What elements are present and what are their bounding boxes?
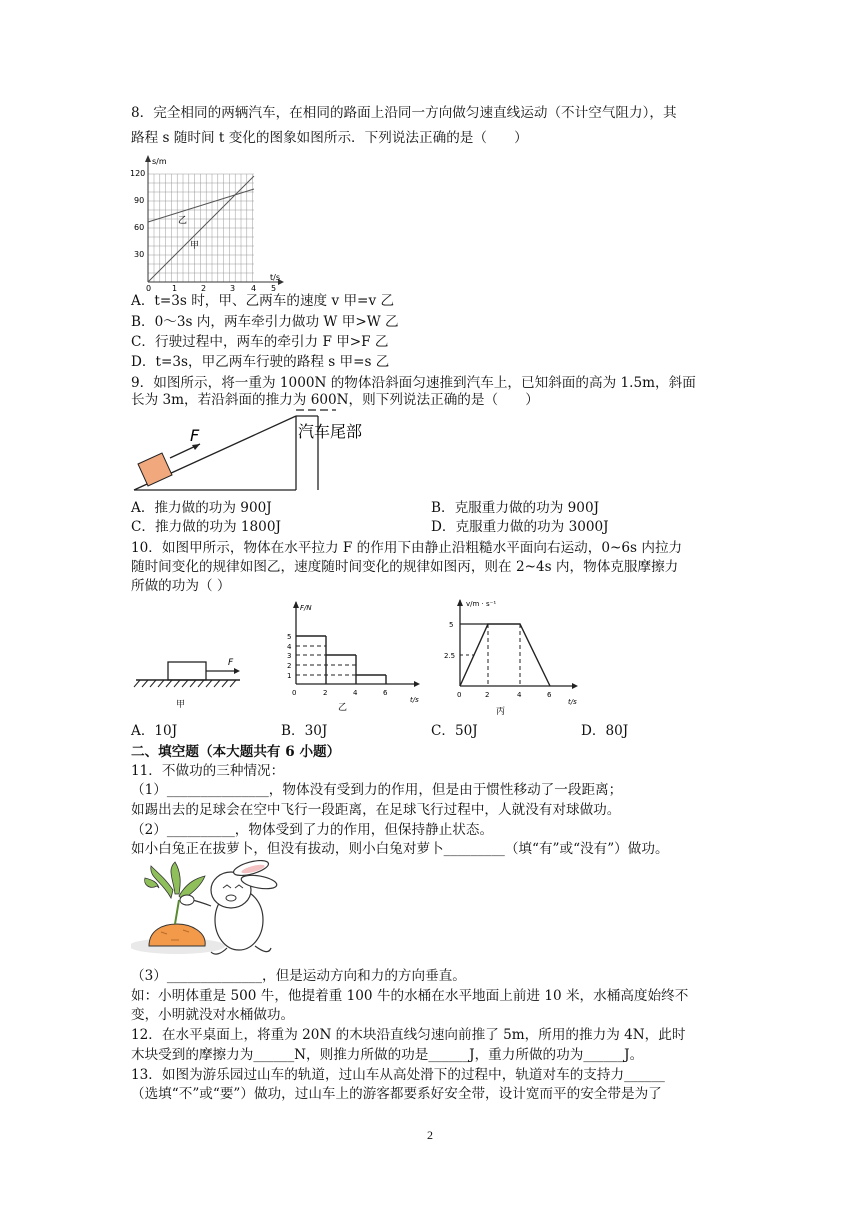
- q8-label-yi: 乙: [178, 216, 188, 226]
- q10-yi-ylabel: F/N: [300, 604, 312, 612]
- q9-car-label: 汽车尾部: [298, 422, 363, 441]
- q10-bing-ytick: 2.5: [444, 652, 456, 660]
- q11-part3-example-cont: 变，小明就没对水桶做功。: [131, 1007, 295, 1023]
- q10-yi-xtick: 0: [292, 689, 297, 697]
- q11-part3: （3）______________，但是运动方向和力的方向垂直。: [131, 968, 466, 984]
- q10-bing-xtick: 6: [547, 691, 552, 699]
- q11-part2: （2）__________，物体受到了力的作用，但保持静止状态。: [131, 822, 494, 838]
- q8-ytick: 120: [130, 169, 146, 178]
- q10-yi-ytick: 3: [287, 652, 292, 660]
- q11-part3-example: 如：小明体重是 500 牛，他提着重 100 牛的水桶在水平地面上前进 10 米，水桶高度始终不: [131, 988, 689, 1004]
- q8-distance-time-graph: [128, 152, 288, 292]
- q8-xtick: 5: [271, 284, 277, 292]
- q10-yi-xtick: 6: [383, 689, 388, 697]
- q9-option-b: B．克服重力做的功为 900J: [431, 500, 600, 516]
- q11-part2-example: 如小白兔正在拔萝卜，但没有拔动，则小白兔对萝卜_________（填“有”或“没有”）做功。: [131, 841, 669, 857]
- q8-xtick: 4: [251, 284, 257, 292]
- q8-option-d: D．t=3s，甲乙两车行驶的路程 s 甲=s 乙: [131, 354, 390, 370]
- q10-bing-caption: 丙: [496, 707, 506, 717]
- q11-title: 11．不做功的三种情况：: [131, 763, 285, 779]
- q10-line1: 10．如图甲所示，物体在水平拉力 F 的作用下由静止沿粗糙水平面向右运动，0~6s 内拉力: [131, 540, 683, 556]
- q11-part1: （1）_______________，物体没有受到力的作用，但是由于惯性移动了一段距离；: [131, 782, 623, 798]
- q9-incline-figure: [128, 408, 388, 493]
- q9-option-a: A．推力做的功为 900J: [131, 500, 272, 516]
- q8-line2: 路程 s 随时间 t 变化的图象如图所示．下列说法正确的是（ ）: [131, 130, 528, 146]
- q10-bing-xtick: 4: [517, 691, 522, 699]
- q10-fig-jia: [130, 640, 250, 715]
- q10-jia-caption: 甲: [176, 700, 186, 710]
- q10-yi-ytick: 1: [287, 672, 292, 680]
- q10-line3: 所做的功为（ ）: [131, 578, 231, 594]
- q10-yi-xlabel: t/s: [410, 696, 419, 704]
- page-number: 2: [427, 1128, 433, 1142]
- q10-option-a: A．10J: [131, 723, 178, 739]
- q8-option-a: A．t=3s 时，甲、乙两车的速度 v 甲=v 乙: [131, 293, 395, 309]
- q10-jia-force: F: [228, 658, 234, 668]
- q9-line1: 9．如图所示，将一重为 1000N 的物体沿斜面匀速推到汽车上，已知斜面的高为 1.5m，斜面: [131, 375, 696, 391]
- q10-bing-xtick: 2: [485, 691, 490, 699]
- q8-option-b: B．0～3s 内，两车牵引力做功 W 甲>W 乙: [131, 314, 399, 330]
- q10-yi-xtick: 2: [323, 689, 328, 697]
- rabbit-carrot-illustration: [131, 860, 281, 962]
- q10-option-d: D．80J: [581, 723, 629, 739]
- q8-graph-ylabel: s/m: [152, 157, 167, 166]
- q9-force-label: F: [190, 426, 200, 445]
- q9-option-d: D．克服重力做的功为 3000J: [431, 519, 609, 535]
- q10-yi-ytick: 2: [287, 662, 292, 670]
- q13-line2: （选填“不”或“要”）做功，过山车上的游客都要系好安全带，设计宽而平的安全带是为了: [131, 1086, 662, 1102]
- q8-ytick: 60: [134, 223, 145, 232]
- q10-yi-caption: 乙: [338, 703, 348, 713]
- q10-option-b: B．30J: [281, 723, 328, 739]
- q8-xtick: 0: [146, 284, 152, 292]
- q8-ytick: 30: [134, 250, 145, 259]
- q10-bing-xtick: 0: [457, 691, 462, 699]
- q10-bing-ylabel: v/m · s⁻¹: [466, 600, 497, 608]
- q9-option-c: C．推力做的功为 1800J: [131, 519, 281, 535]
- q11-part1-example: 如踢出去的足球会在空中飞行一段距离，在足球飞行过程中，人就没有对球做功。: [131, 802, 621, 818]
- q8-label-jia: 甲: [190, 241, 200, 251]
- q10-bing-xlabel: t/s: [568, 698, 577, 706]
- q13-line1: 13．如图为游乐园过山车的轨道，过山车从高处滑下的过程中，轨道对车的支持力______: [131, 1067, 665, 1083]
- q12-line2: 木块受到的摩擦力为______N，则推力所做的功是______J，重力所做的功为______J。: [131, 1047, 644, 1063]
- q10-yi-ytick: 4: [287, 643, 292, 651]
- q10-fig-bing-velocity-graph: [440, 594, 590, 718]
- q8-xtick: 3: [230, 284, 236, 292]
- section-heading: 二、填空题（本大题共有 6 小题）: [131, 744, 341, 760]
- q10-bing-ytick: 5: [449, 621, 454, 629]
- q10-option-c: C．50J: [431, 723, 478, 739]
- q8-option-c: C．行驶过程中，两车的牵引力 F 甲>F 乙: [131, 334, 389, 350]
- q8-xtick: 2: [201, 284, 207, 292]
- q8-ytick: 90: [134, 196, 145, 205]
- q12-line1: 12．在水平桌面上，将重为 20N 的木块沿直线匀速向前推了 5m，所用的推力为 4N，此时: [131, 1027, 686, 1043]
- q8-line1: 8．完全相同的两辆汽车，在相同的路面上沿同一方向做匀速直线运动（不计空气阻力），其: [131, 105, 677, 121]
- q10-yi-ytick: 5: [287, 633, 292, 641]
- q8-xtick: 1: [172, 284, 178, 292]
- q10-yi-xtick: 4: [353, 689, 358, 697]
- q10-fig-yi-force-graph: [282, 598, 427, 716]
- q8-graph-xlabel: t/s: [270, 273, 280, 282]
- q9-line2: 长为 3m，若沿斜面的推力为 600N，则下列说法正确的是（ ）: [131, 392, 539, 408]
- q10-line2: 随时间变化的规律如图乙，速度随时间变化的规律如图丙，则在 2~4s 内，物体克服摩擦力: [131, 559, 679, 575]
